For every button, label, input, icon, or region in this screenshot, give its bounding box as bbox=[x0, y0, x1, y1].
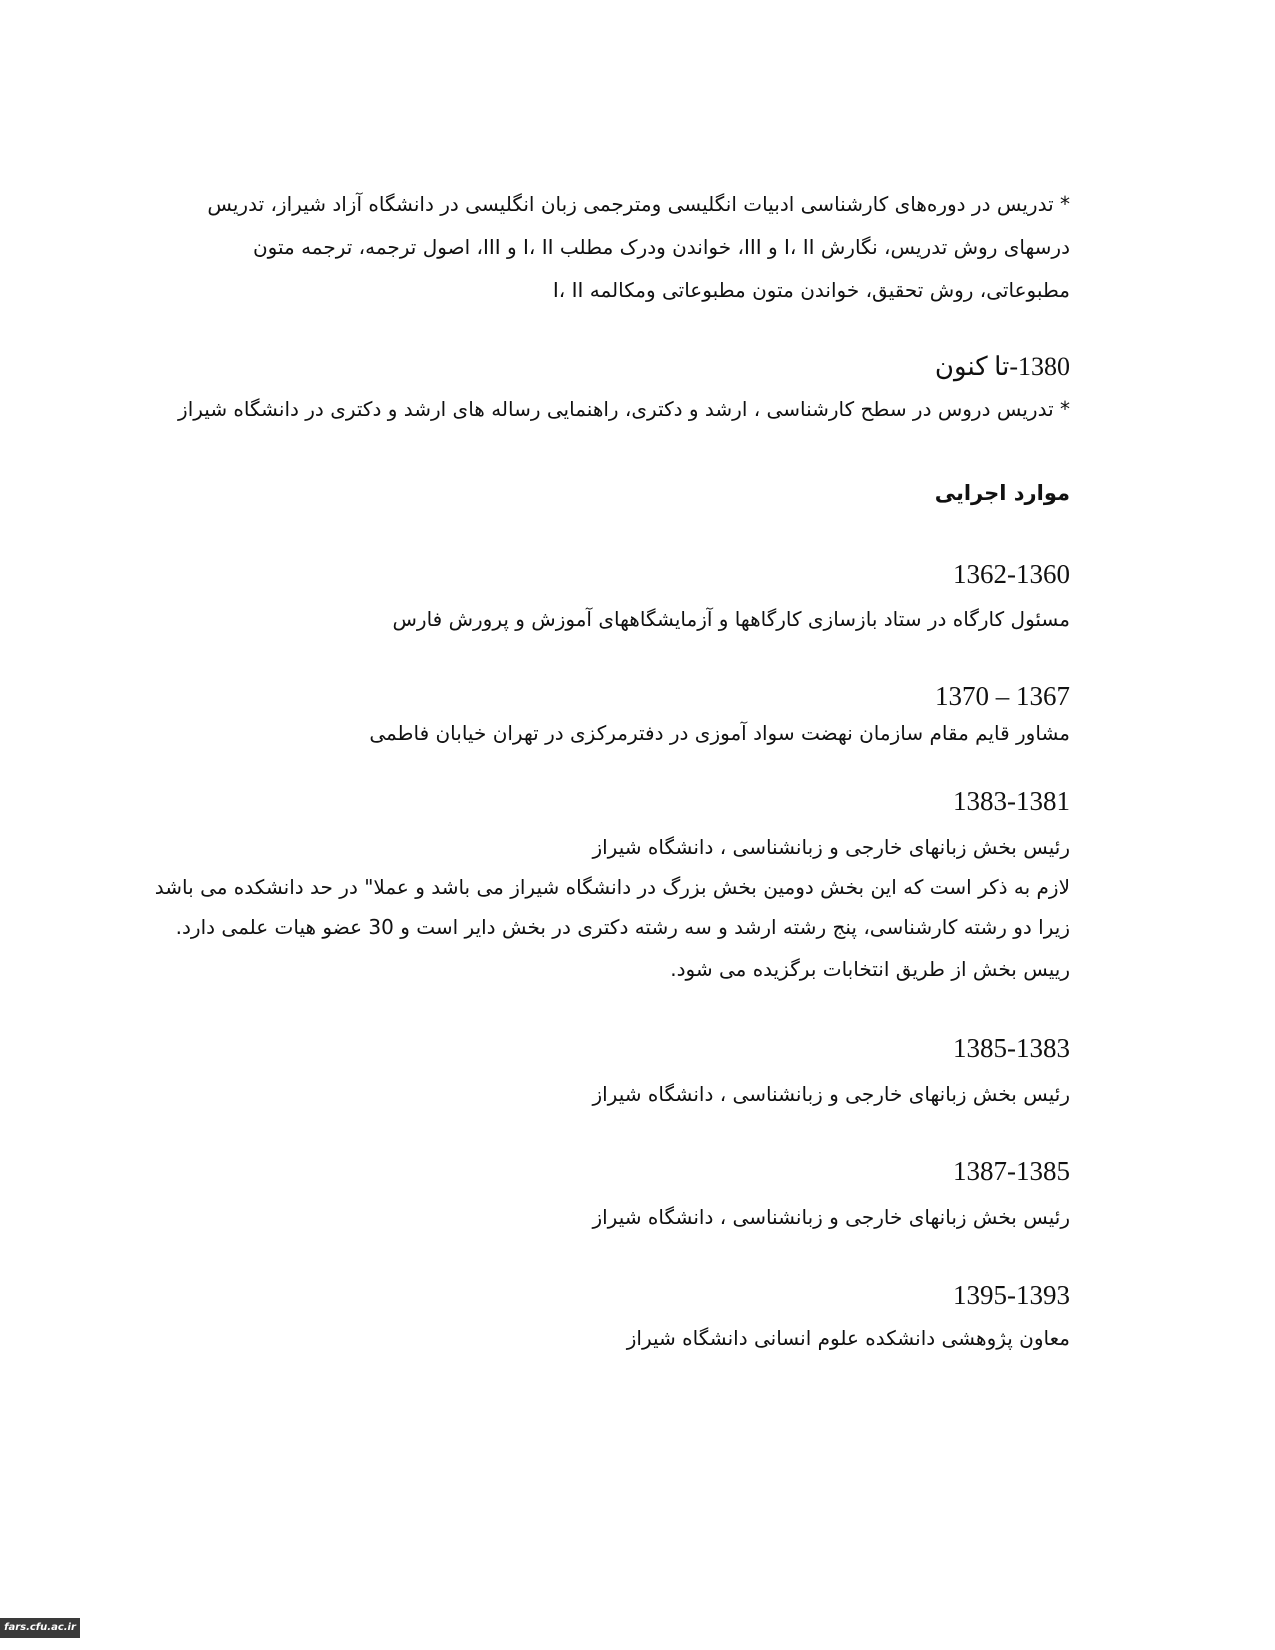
item-text: رئیس بخش زبانهای خارجی و زبانشناسی ، دانشگاه شیراز bbox=[592, 1082, 1070, 1106]
item-date: 1370 – 1367 bbox=[935, 681, 1070, 711]
item-text: رئیس بخش زبانهای خارجی و زبانشناسی ، دانشگاه شیراز bbox=[592, 835, 1070, 859]
teaching-line-2: درسهای روش تدریس، نگارش I، II و III، خواندن ودرک مطلب I، II و III، اصول ترجمه، ترجمه متون bbox=[252, 235, 1070, 259]
item-date: 1383-1381 bbox=[953, 786, 1070, 816]
item-text: معاون پژوهشی دانشکده علوم انسانی دانشگاه شیراز bbox=[626, 1326, 1070, 1350]
item-date: 1387-1385 bbox=[953, 1156, 1070, 1186]
item-date: 1385-1383 bbox=[953, 1033, 1070, 1063]
item-note: لازم به ذکر است که این بخش دومین بخش بزرگ در دانشگاه شیراز می باشد و عملا" در حد دانشکده می باشد bbox=[154, 875, 1070, 899]
item-text: مشاور قایم مقام سازمان نهضت سواد آموزی در دفترمرکزی در تهران خیابان فاطمی bbox=[369, 721, 1070, 745]
item-date: 1362-1360 bbox=[953, 559, 1070, 589]
teaching-line-3: مطبوعاتی، روش تحقیق، خواندن متون مطبوعاتی ومکالمه I، II bbox=[552, 278, 1070, 302]
item-date: 1395-1393 bbox=[953, 1280, 1070, 1310]
footer-logo-text: fars.cfu.ac.ir bbox=[4, 1622, 76, 1633]
item-note: رییس بخش از طریق انتخابات برگزیده می شود. bbox=[670, 957, 1070, 981]
teaching-line-1: * تدریس در دوره‌های کارشناسی ادبیات انگلیسی ومترجمی زبان انگلیسی در دانشگاه آزاد شیراز، تدریس bbox=[207, 192, 1070, 216]
period-text: * تدریس دروس در سطح کارشناسی ، ارشد و دکتری، راهنمایی رساله های ارشد و دکتری در دانشگاه شیراز bbox=[178, 397, 1070, 421]
teaching-paragraph bbox=[130, 183, 1070, 312]
period-date: 1380-تا کنون bbox=[934, 352, 1070, 381]
item-text: رئیس بخش زبانهای خارجی و زبانشناسی ، دانشگاه شیراز bbox=[592, 1205, 1070, 1229]
footer-logo[interactable] bbox=[0, 1618, 80, 1638]
section-heading: موارد اجرایی bbox=[934, 481, 1070, 505]
item-text: مسئول کارگاه در ستاد بازسازی کارگاهها و آزمایشگاههای آموزش و پرورش فارس bbox=[392, 607, 1070, 631]
item-note: زیرا دو رشته کارشناسی، پنج رشته ارشد و سه رشته دکتری در بخش دایر است و 30 عضو هیات علمی دارد. bbox=[175, 915, 1070, 939]
